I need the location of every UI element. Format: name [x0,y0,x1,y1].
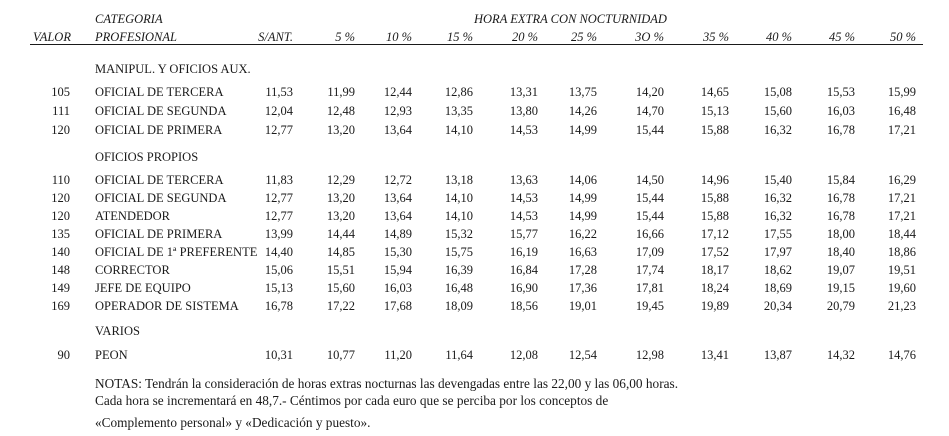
column-header: 3O % [635,30,664,44]
rate-cell: 12,08 [509,348,538,362]
rate-cell: 15,75 [444,245,473,259]
rate-cell: 16,32 [763,209,792,223]
rate-cell: 15,84 [826,173,855,187]
rate-cell: 14,99 [568,209,597,223]
rate-cell: 16,48 [444,281,473,295]
rate-cell: 15,44 [635,209,664,223]
category-cell: OFICIAL DE 1ª PREFERENTE [95,245,258,259]
valor-cell: 135 [51,227,70,241]
rate-cell: 13,99 [264,227,293,241]
rate-cell: 14,89 [383,227,412,241]
rate-cell: 17,21 [887,209,916,223]
rate-cell: 16,78 [826,209,855,223]
column-header: 45 % [828,30,855,44]
rate-cell: 10,31 [264,348,293,362]
valor-cell: 111 [52,104,70,118]
rate-cell: 17,12 [700,227,729,241]
category-cell: OFICIAL DE TERCERA [95,85,224,99]
rate-cell: 14,99 [568,123,597,137]
rate-cell: 15,40 [763,173,792,187]
note-line-2: Cada hora se incrementará en 48,7.- Céntimos por cada euro que se perciba por los conceptos de [95,393,609,408]
rate-cell: 14,53 [509,191,538,205]
rate-cell: 18,24 [700,281,729,295]
category-cell: OFICIAL DE PRIMERA [95,123,223,137]
rate-cell: 15,88 [700,191,729,205]
rate-cell: 19,51 [887,263,916,277]
category-cell: JEFE DE EQUIPO [95,281,191,295]
rate-cell: 14,76 [887,348,916,362]
valor-cell: 149 [51,281,70,295]
rate-cell: 13,41 [700,348,729,362]
rate-cell: 19,07 [826,263,855,277]
rate-cell: 14,26 [568,104,597,118]
rate-cell: 13,20 [326,123,355,137]
rate-cell: 18,44 [887,227,916,241]
rate-cell: 16,22 [568,227,597,241]
category-cell: CORRECTOR [95,263,170,277]
rate-cell: 14,65 [700,85,729,99]
rate-cell: 16,78 [826,191,855,205]
categoria-header-line1: CATEGORIA [95,12,163,26]
rate-cell: 12,86 [444,85,473,99]
column-header: 10 % [385,30,412,44]
rate-cell: 15,06 [264,263,293,277]
column-header: 35 % [702,30,729,44]
rate-cell: 16,19 [509,245,538,259]
rate-cell: 20,34 [763,299,792,313]
rate-cell: 12,29 [326,173,355,187]
rate-cell: 14,53 [509,123,538,137]
rate-cell: 10,77 [326,348,355,362]
rate-cell: 15,13 [264,281,293,295]
rate-cell: 15,51 [326,263,355,277]
rate-cell: 18,86 [887,245,916,259]
category-cell: OFICIAL DE SEGUNDA [95,191,227,205]
valor-header: VALOR [33,30,71,44]
rate-cell: 19,60 [887,281,916,295]
valor-cell: 105 [51,85,70,99]
rate-cell: 14,53 [509,209,538,223]
rate-cell: 15,13 [700,104,729,118]
rate-cell: 15,44 [635,123,664,137]
rate-cell: 14,10 [444,209,473,223]
rate-cell: 16,78 [826,123,855,137]
rate-cell: 14,96 [700,173,729,187]
rate-cell: 18,69 [763,281,792,295]
rate-cell: 14,40 [264,245,293,259]
rate-cell: 15,08 [763,85,792,99]
rate-cell: 16,90 [509,281,538,295]
category-cell: OFICIAL DE PRIMERA [95,227,223,241]
category-cell: OPERADOR DE SISTEMA [95,299,239,313]
rate-cell: 13,64 [383,123,412,137]
rate-cell: 15,88 [700,123,729,137]
valor-cell: 110 [51,173,70,187]
rate-cell: 18,09 [444,299,473,313]
column-header: 50 % [889,30,916,44]
rate-cell: 16,66 [635,227,664,241]
rate-cell: 16,32 [763,123,792,137]
rate-cell: 19,89 [700,299,729,313]
rate-cell: 17,55 [763,227,792,241]
section-title: OFICIOS PROPIOS [95,150,199,164]
rate-cell: 12,48 [326,104,355,118]
rate-cell: 14,20 [635,85,664,99]
rate-cell: 16,32 [763,191,792,205]
rate-cell: 12,04 [264,104,293,118]
rate-cell: 17,28 [568,263,597,277]
rate-cell: 18,00 [826,227,855,241]
rate-cell: 14,70 [635,104,664,118]
rate-cell: 11,20 [384,348,412,362]
rate-cell: 15,94 [383,263,412,277]
rate-cell: 20,79 [826,299,855,313]
rate-cell: 13,80 [509,104,538,118]
rate-cell: 17,68 [383,299,412,313]
rate-cell: 15,99 [887,85,916,99]
rate-cell: 14,50 [635,173,664,187]
rate-cell: 14,06 [568,173,597,187]
category-cell: OFICIAL DE SEGUNDA [95,104,227,118]
rate-cell: 14,99 [568,191,597,205]
rate-cell: 17,74 [635,263,664,277]
rate-cell: 17,09 [635,245,664,259]
rate-cell: 16,29 [887,173,916,187]
column-header: 40 % [765,30,792,44]
hora-extra-group-header: HORA EXTRA CON NOCTURNIDAD [474,12,667,26]
rate-cell: 15,32 [444,227,473,241]
rate-cell: 13,20 [326,209,355,223]
rate-cell: 18,62 [763,263,792,277]
rate-cell: 12,54 [568,348,597,362]
rate-cell: 12,77 [264,209,293,223]
rate-cell: 13,31 [509,85,538,99]
rate-cell: 21,23 [887,299,916,313]
rate-cell: 12,72 [383,173,412,187]
rate-cell: 17,81 [635,281,664,295]
rate-cell: 11,53 [265,85,293,99]
rate-cell: 19,01 [568,299,597,313]
rate-cell: 12,77 [264,191,293,205]
category-cell: OFICIAL DE TERCERA [95,173,224,187]
note-line-3: «Complemento personal» y «Dedicación y puesto». [95,415,371,430]
rate-cell: 17,52 [700,245,729,259]
rate-cell: 17,36 [568,281,597,295]
rate-cell: 15,77 [509,227,538,241]
column-header: 25 % [570,30,597,44]
header-rule [30,44,923,45]
rate-cell: 15,44 [635,191,664,205]
rate-cell: 13,63 [509,173,538,187]
rate-cell: 18,17 [700,263,729,277]
rate-cell: 16,39 [444,263,473,277]
rate-cell: 15,60 [763,104,792,118]
rate-cell: 16,03 [383,281,412,295]
rate-cell: 15,53 [826,85,855,99]
rate-cell: 19,45 [635,299,664,313]
section-title: MANIPUL. Y OFICIOS AUX. [95,62,251,76]
rate-cell: 14,85 [326,245,355,259]
rate-cell: 14,10 [444,191,473,205]
rate-cell: 17,22 [326,299,355,313]
rate-cell: 15,60 [326,281,355,295]
valor-cell: 90 [57,348,70,362]
rate-cell: 12,93 [383,104,412,118]
rate-cell: 13,18 [444,173,473,187]
rate-cell: 18,56 [509,299,538,313]
valor-cell: 120 [51,191,70,205]
rate-cell: 14,44 [326,227,355,241]
rate-cell: 16,84 [509,263,538,277]
rate-cell: 18,40 [826,245,855,259]
column-header: S/ANT. [258,30,293,44]
valor-cell: 148 [51,263,70,277]
rate-cell: 17,97 [763,245,792,259]
rate-cell: 17,21 [887,123,916,137]
rate-cell: 12,77 [264,123,293,137]
section-title: VARIOS [95,324,140,338]
rate-cell: 13,64 [383,209,412,223]
valor-cell: 120 [51,123,70,137]
rate-cell: 13,64 [383,191,412,205]
rate-cell: 16,03 [826,104,855,118]
rate-cell: 15,88 [700,209,729,223]
rate-cell: 12,98 [635,348,664,362]
column-header: 20 % [511,30,538,44]
rate-cell: 11,83 [265,173,293,187]
rate-cell: 11,99 [327,85,355,99]
rate-cell: 14,10 [444,123,473,137]
categoria-header-line2: PROFESIONAL [95,30,177,44]
column-header: 5 % [335,30,355,44]
rate-cell: 19,15 [826,281,855,295]
rate-cell: 13,87 [763,348,792,362]
rate-cell: 14,32 [826,348,855,362]
rate-cell: 15,30 [383,245,412,259]
rate-cell: 12,44 [383,85,412,99]
category-cell: ATENDEDOR [95,209,170,223]
rate-cell: 16,48 [887,104,916,118]
rate-cell: 16,78 [264,299,293,313]
rate-cell: 17,21 [887,191,916,205]
rate-cell: 11,64 [445,348,473,362]
rate-cell: 13,35 [444,104,473,118]
rate-cell: 13,20 [326,191,355,205]
valor-cell: 140 [51,245,70,259]
rate-cell: 16,63 [568,245,597,259]
valor-cell: 169 [51,299,70,313]
note-line-1: NOTAS: Tendrán la consideración de horas extras nocturnas las devengadas entre las 22,00 y las 06,00 horas. [95,376,679,391]
valor-cell: 120 [51,209,70,223]
rate-cell: 13,75 [568,85,597,99]
category-cell: PEON [95,348,128,362]
column-header: 15 % [446,30,473,44]
